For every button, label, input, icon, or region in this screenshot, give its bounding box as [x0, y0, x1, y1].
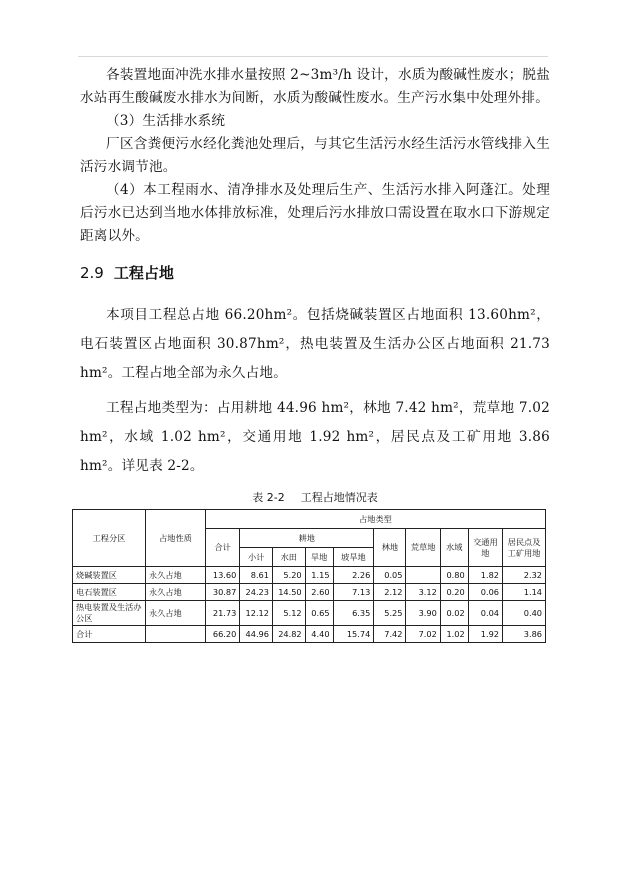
col-nature-header: 占地性质 — [145, 510, 205, 567]
section-title: 工程占地 — [113, 264, 174, 282]
cell-paddy: 5.12 — [272, 601, 305, 626]
land-use-table — [72, 509, 546, 643]
paragraph-land-types: 工程占地类型为：占用耕地 44.96 hm²，林地 7.42 hm²，荒草地 7.02 hm²，水域 1.02 hm²，交通用地 1.92 hm²，居民点及工矿用地 3.86 hm²。详见表 2-2。 — [80, 400, 550, 474]
cell-dry: 1.15 — [305, 567, 333, 584]
cell-total: 30.87 — [206, 584, 240, 601]
cell-subtotal: 12.12 — [240, 601, 273, 626]
cell-slope: 6.35 — [333, 601, 374, 626]
cell-total: 13.60 — [206, 567, 240, 584]
col-resid-header: 居民点及工矿用地 — [503, 529, 546, 567]
cell-subtotal: 44.96 — [240, 626, 273, 643]
cell-grass: 3.12 — [406, 584, 440, 601]
cell-nature: 永久占地 — [145, 584, 205, 601]
cell-paddy: 24.82 — [272, 626, 305, 643]
cell-slope: 7.13 — [333, 584, 374, 601]
cell-grass: 7.02 — [406, 626, 440, 643]
col-water-header: 水域 — [440, 529, 468, 567]
table-caption — [80, 489, 550, 505]
table-row — [73, 567, 546, 584]
col-traffic-header: 交通用地 — [468, 529, 502, 567]
cell-area: 热电装置及生活办公区 — [73, 601, 146, 626]
section-heading — [80, 262, 550, 283]
col-subtotal-header: 小计 — [240, 548, 273, 567]
cell-nature: 永久占地 — [145, 601, 205, 626]
col-forest-header: 林地 — [374, 529, 406, 567]
cell-forest: 2.12 — [374, 584, 406, 601]
page-body — [76, 64, 550, 643]
cell-traffic: 1.82 — [468, 567, 502, 584]
cell-forest: 0.05 — [374, 567, 406, 584]
paragraph-domestic-drainage: 厂区含粪便污水经化粪池处理后，与其它生活污水经生活污水管线排入生活污水调节池。 — [80, 136, 550, 175]
cell-water: 0.02 — [440, 601, 468, 626]
cell-water: 0.80 — [440, 567, 468, 584]
paragraph-land-total: 本项目工程总占地 66.20hm²。包括烧碱装置区占地面积 13.60hm²，电石装置区占地面积 30.87hm²，热电装置及生活办公区占地面积 21.73 hm²。工程占地全部为永久占地。 — [80, 307, 550, 381]
cell-dry: 0.65 — [305, 601, 333, 626]
cell-area: 合计 — [73, 626, 146, 643]
col-slope-header: 坡旱地 — [333, 548, 374, 567]
cell-paddy: 14.50 — [272, 584, 305, 601]
paragraph-washwater: 各装置地面冲洗水排水量按照 2~3m³/h 设计，水质为酸碱性废水；脱盐水站再生酸碱废水排水为间断，水质为酸碱性废水。生产污水集中处理外排。 — [80, 67, 550, 106]
table-number: 表 2-2 — [252, 491, 285, 504]
table-row — [73, 584, 546, 601]
cell-slope: 2.26 — [333, 567, 374, 584]
cell-dry: 2.60 — [305, 584, 333, 601]
table-total-row — [73, 626, 546, 643]
header-rule — [78, 56, 548, 57]
col-dry-header: 旱地 — [305, 548, 333, 567]
col-area-header: 工程分区 — [73, 510, 146, 567]
cell-resid: 3.86 — [503, 626, 546, 643]
cell-total: 21.73 — [206, 601, 240, 626]
section-number: 2.9 — [80, 264, 104, 282]
cell-grass — [406, 567, 440, 584]
cell-water: 1.02 — [440, 626, 468, 643]
cell-area: 电石装置区 — [73, 584, 146, 601]
cell-forest: 7.42 — [374, 626, 406, 643]
cell-nature: 永久占地 — [145, 567, 205, 584]
cell-grass: 3.90 — [406, 601, 440, 626]
cell-subtotal: 24.23 — [240, 584, 273, 601]
col-total-header: 合计 — [206, 529, 240, 567]
cell-traffic: 0.06 — [468, 584, 502, 601]
cell-traffic: 0.04 — [468, 601, 502, 626]
cell-area: 烧碱装置区 — [73, 567, 146, 584]
cell-total: 66.20 — [206, 626, 240, 643]
paragraph-rainwater: （4）本工程雨水、清净排水及处理后生产、生活污水排入阿蓬江。处理后污水已达到当地水体排放标准，处理后污水排放口需设置在取水口下游规定距离以外。 — [80, 182, 550, 244]
col-paddy-header: 水田 — [272, 548, 305, 567]
cell-dry: 4.40 — [305, 626, 333, 643]
cell-subtotal: 8.61 — [240, 567, 273, 584]
cell-paddy: 5.20 — [272, 567, 305, 584]
cell-forest: 5.25 — [374, 601, 406, 626]
cell-resid: 0.40 — [503, 601, 546, 626]
cell-nature — [145, 626, 205, 643]
table-row — [73, 601, 546, 626]
table-caption-text: 工程占地情况表 — [300, 491, 378, 504]
col-type-group-header: 占地类型 — [206, 510, 546, 529]
cell-resid: 2.32 — [503, 567, 546, 584]
cell-water: 0.20 — [440, 584, 468, 601]
cell-resid: 1.14 — [503, 584, 546, 601]
cell-traffic: 1.92 — [468, 626, 502, 643]
heading-domestic-drainage: （3）生活排水系统 — [106, 113, 226, 129]
col-farm-group-header: 耕地 — [240, 529, 374, 548]
cell-slope: 15.74 — [333, 626, 374, 643]
col-grass-header: 荒草地 — [406, 529, 440, 567]
